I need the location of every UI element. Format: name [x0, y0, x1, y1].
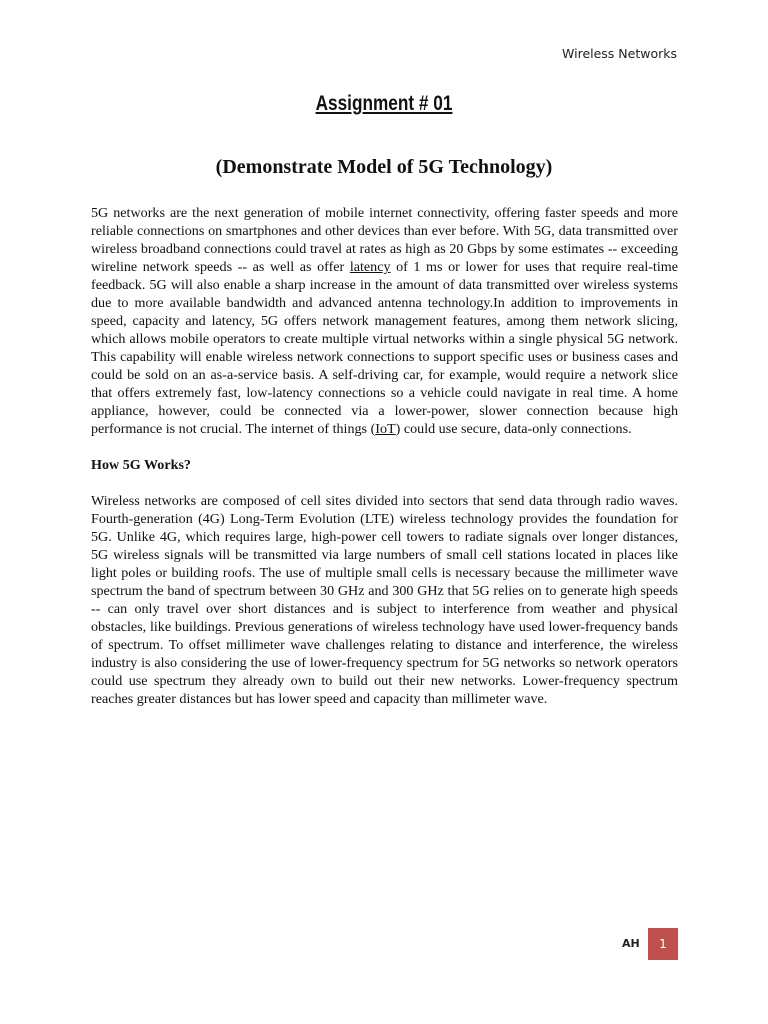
section-heading: How 5G Works?	[91, 457, 191, 473]
paragraph-spacer	[91, 438, 678, 456]
how-5g-works-paragraph: Wireless networks are composed of cell sites divided into sectors that send data through radio waves. Fourth-generation (4G) Long-Term Evolution (LTE) wireless technology provides the foundation for 5G. Unlike 4G, which requires large, high-power cell towers to radiate signals over longer distances, 5G wireless signals will be transmitted via large numbers of small cell stations located in places like light poles or building roofs. The use of multiple small cells is necessary because the millimeter wave spectrum the band of spectrum between 30 GHz and 300 GHz that 5G relies on to generate high speeds -- can only travel over short distances and is subject to interference from weather and physical obstacles, like buildings. Previous generations of wireless technology have used lower-frequency bands of spectrum. To offset millimeter wave challenges relating to distance and interference, the wireless industry is also considering the use of lower-frequency spectrum for 5G networks so network operators could use spectrum they already own to build out their new networks. Lower-frequency spectrum reaches greater distances but has lower speed and capacity than millimeter wave.	[91, 493, 678, 707]
intro-text-part3: ) could use secure, data-only connections.	[395, 421, 632, 437]
assignment-title: Assignment # 01	[315, 92, 453, 115]
document-body	[91, 204, 678, 708]
latency-link[interactable]: latency	[349, 259, 391, 275]
intro-text-part2: of 1 ms or lower for uses that require real-time feedback. 5G will also enable a sharp increase in the amount of data transmitted over wireless systems due to more available bandwidth and advanced antenna technology.In addition to improvements in speed, capacity and latency, 5G offers network management features, among them network slicing, which allows mobile operators to create multiple virtual networks within a single physical 5G network. This capability will enable wireless network connections to support specific uses or business cases and could be sold on an as-a-service basis. A self-driving car, for example, would require a network slice that offers extremely fast, low-latency connections so a vehicle could navigate in real time. A home appliance, however, could be connected via a lower-power, slower connection because high performance is not crucial. The internet of things (	[91, 259, 678, 437]
footer-author: AH	[622, 937, 640, 950]
intro-paragraph	[91, 204, 678, 438]
iot-link[interactable]: IoT	[375, 421, 396, 437]
paragraph-spacer	[91, 474, 678, 492]
page-number-badge: 1	[648, 928, 678, 960]
header-right-text: Wireless Networks	[562, 46, 677, 61]
assignment-subtitle: (Demonstrate Model of 5G Technology)	[215, 156, 553, 178]
intro-text-part1: 5G networks are the next generation of mobile internet connectivity, offering faster speeds and more reliable connections on smartphones and other devices than ever before. With 5G, data transmitted over wireless broadband connections could travel at rates as high as 20 Gbps by some estimates -- exceeding wireline network speeds -- as well as offer	[91, 205, 678, 275]
